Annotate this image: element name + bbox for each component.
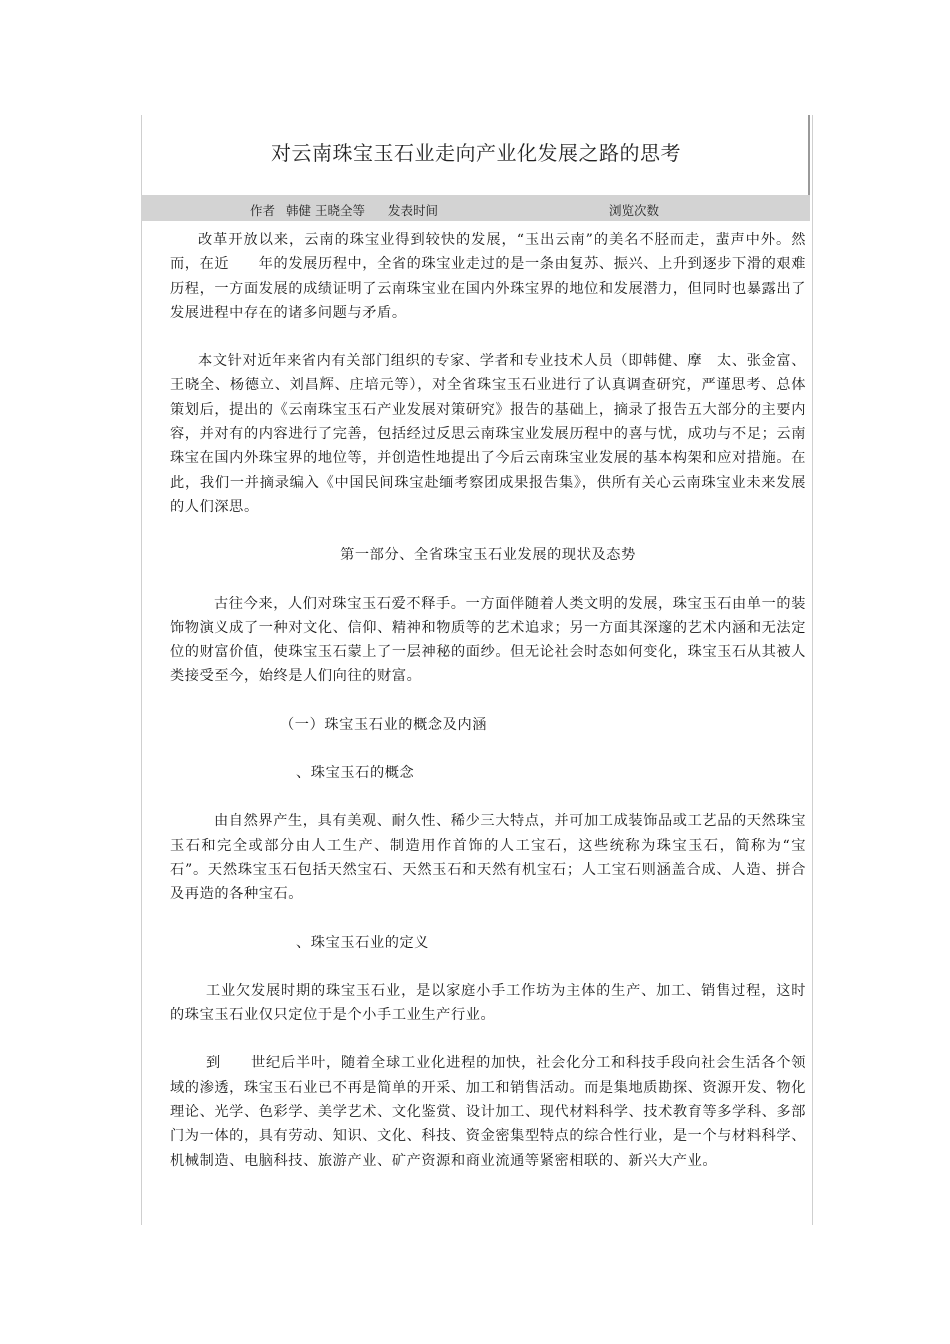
subsection-heading-concept: 、珠宝玉石的概念 [296,765,415,782]
paragraph-history: 古往今来，人们对珠宝玉石爱不释手。一方面伴随着人类文明的发展，珠宝玉石由单一的装饰物演义成了一种对文化、信仰、精神和物质等的艺术追求；另一方面其深邃的艺术内涵和无法定位的财富价值，使珠宝玉石蒙上了一层神秘的面纱。但无论社会时态如何变化，珠宝玉石从其被人类接受至今，始终是人们向往的财富。 [170,595,806,685]
author-names: 韩健 王晓全等 [286,203,365,218]
paragraph-definition: 工业欠发展时期的珠宝玉石业，是以家庭小手工作坊为主体的生产、加工、销售过程，这时的珠宝玉石业仅只定位于是个小手工业生产行业。 [170,982,806,1024]
article-body [170,228,806,1173]
paragraph-concept: 由自然界产生，具有美观、耐久性、稀少三大特点，并可加工成装饰品或工艺品的天然珠宝玉石和完全或部分由人工生产、制造用作首饰的人工宝石，这些统称为珠宝玉石，简称为“宝石”。天然珠宝玉石包括天然宝石、天然玉石和天然有机宝石；人工宝石则涵盖合成、人造、拼合及再造的各种宝石。 [170,813,806,903]
subsection-heading-definition: 、珠宝玉石业的定义 [296,934,430,951]
paragraph-industry: 到 世纪后半叶，随着全球工业化进程的加快，社会化分工和科技手段向社会生活各个领域的渗透，珠宝玉石业已不再是简单的开采、加工和销售活动。而是集地质勘探、资源开发、物化理论、光学、色彩学、美学艺术、文化鉴赏、设计加工、现代材料科学、技术教育等多学科、多部门为一体的，具有劳动、知识、文化、科技、资金密集型特点的综合性行业，是一个与材料科学、机械制造、电脑科技、旅游产业、矿产资源和商业流通等紧密相联的、新兴大产业。 [170,1055,806,1169]
paragraph-background: 本文针对近年来省内有关部门组织的专家、学者和专业技术人员（即韩健、摩 太、张金富、王晓全、杨德立、刘昌辉、庄培元等），对全省珠宝玉石业进行了认真调查研究，严谨思考、总体策划后，提出的《云南珠宝玉石产业发展对策研究》报告的基础上，摘录了报告五大部分的主要内容，并对有的内容进行了完善，包括经过反思云南珠宝业发展历程中的喜与忧，成功与不足；云南珠宝在国内外珠宝界的地位等，并创造性地提出了今后云南珠宝业发展的基本构架和应对措施。在此，我们一并摘录编入《中国民间珠宝赴缅考察团成果报告集》，供所有关心云南珠宝业未来发展的人们深思。 [170,353,806,515]
author-label: 作者 [250,203,276,218]
section-heading: （一）珠宝玉石业的概念及内涵 [280,716,488,733]
article-meta-bar [141,195,810,221]
view-count-label: 浏览次数 [609,203,660,218]
publish-time-label: 发表时间 [388,203,439,218]
article-title: 对云南珠宝玉石业走向产业化发展之路的思考 [271,141,681,165]
paragraph-intro: 改革开放以来，云南的珠宝业得到较快的发展，“玉出云南”的美名不胫而走，蜚声中外。然而，在近 年的发展历程中，全省的珠宝业走过的是一条由复苏、振兴、上升到逐步下滑的艰难历程，一方面发展的成绩证明了云南珠宝业在国内外珠宝界的地位和发展潜力，但同时也暴露出了发展进程中存在的诸多问题与矛盾。 [170,232,806,321]
title-area [141,115,811,195]
part-heading: 第一部分、全省珠宝玉石业发展的现状及态势 [340,547,636,564]
